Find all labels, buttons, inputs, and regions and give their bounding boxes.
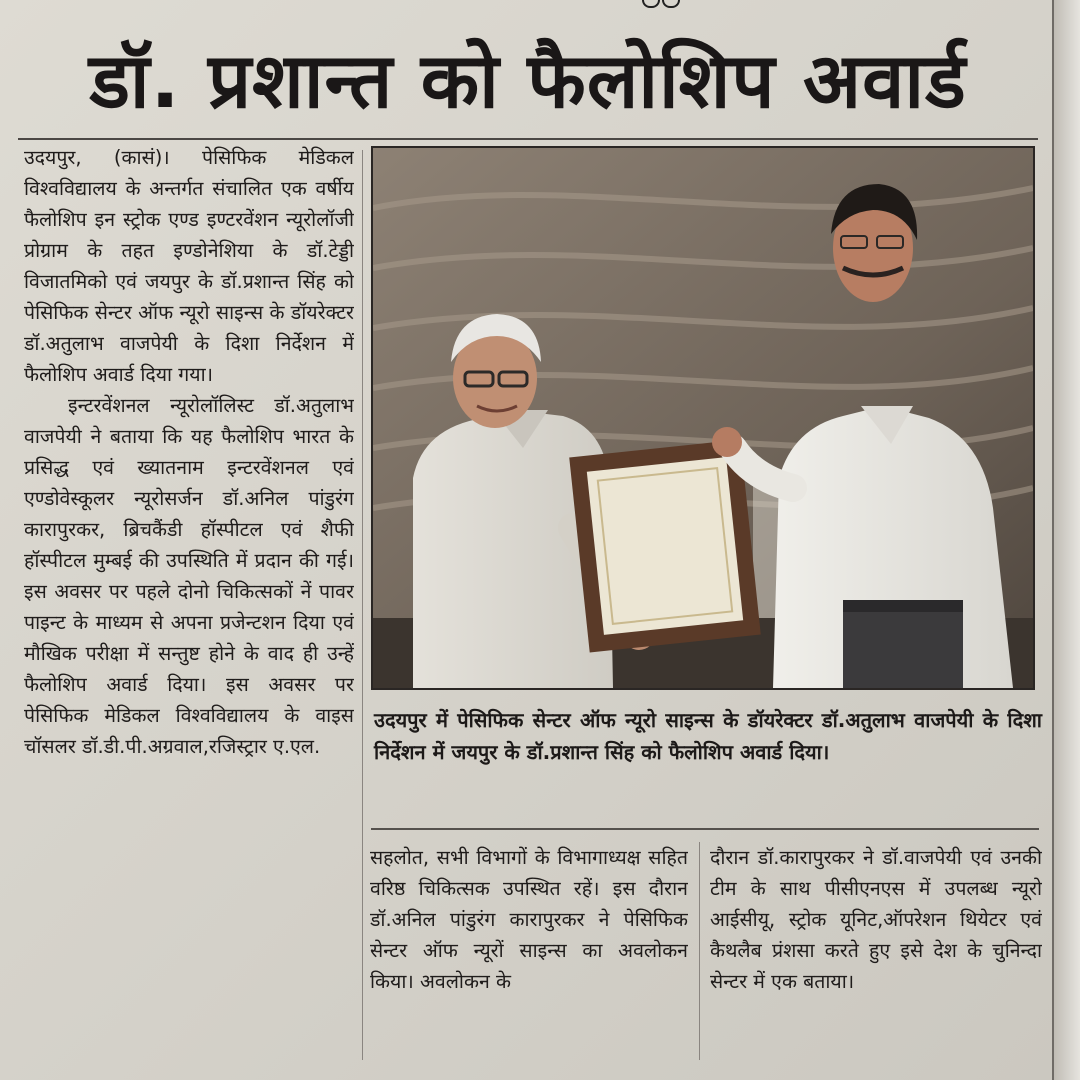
article-paragraph-1: उदयपुर, (कासं)। पेसिफिक मेडिकल विश्वविद्यालय के अन्तर्गत संचालित एक वर्षीय फैलोशिप इन स्ट्रोक एण्ड इण्टरवेंशन न्यूरोलॉजी प्रोग्राम के तहत इण्डोनेशिया के डॉ.टेड्डी विजातमिको एवं जयपुर के डॉ.प्रशान्त सिंह को पेसिफिक सेन्टर ऑफ न्यूरो साइन्स के डॉयरेक्टर डॉ.अतुलाभ वाजपेयी के दिशा निर्देशन में फैलोशिप अवार्ड दिया गया। [24,146,354,386]
certificate-frame [569,440,761,653]
cut-off-text-mark [640,0,680,8]
column-gutter-left [362,150,363,1060]
award-photo-illustration [373,148,1033,688]
headline-rule [18,138,1038,140]
article-column-middle: सहलोत, सभी विभागों के विभागाध्यक्ष सहित वरिष्ठ चिकित्सक उपस्थित रहें। इस दौरान डॉ.अनिल पांडुरंग कारापुरकर ने पेसिफिक सेन्टर ऑफ न्यूरों साइन्स का अवलोकन किया। अवलोकन के [370,846,688,993]
article-column-right: दौरान डॉ.कारापुरकर ने डॉ.वाजपेयी एवं उनकी टीम के साथ पीसीएनएस में उपलब्ध न्यूरो आईसीयू, स्ट्रोक यूनिट,ऑपरेशन थियेटर एवं कैथलैब प्रंशसा करते हुए इसे देश के चुनिन्दा सेन्टर में एक बताया। [710,846,1042,993]
photo-caption: उदयपुर में पेसिफिक सेन्टर ऑफ न्यूरो साइन्स के डॉयरेक्टर डॉ.अतुलाभ वाजपेयी के दिशा निर्देशन में जयपुर के डॉ.प्रशान्त सिंह को फैलोशिप अवार्ड दिया। [374,708,1042,764]
award-photo [371,146,1035,690]
right-column-rule [1052,0,1054,1080]
caption-rule [371,828,1039,830]
article-paragraph-2: इन्टरवेंशनल न्यूरोलॉलिस्ट डॉ.अतुलाभ वाजपेयी ने बताया कि यह फैलोशिप भारत के प्रसिद्ध एवं ख्यातनाम इन्टरवेंशनल एवं एण्डोवेस्कूलर न्यूरोसर्जन डॉ.अनिल पांडुरंग कारापुरकर, ब्रिचकैंडी हॉस्पीटल एवं शैफी हॉस्पीटल मुम्बई की उपस्थिति में प्रदान की गई। इस अवसर पर पहले दोनो चिकित्सकों नें पावर पाइन्ट के माध्यम से अपना प्रजेन्टशन दिया एवं मौखिक परीक्षा में सन्तुष्ट होने के वाद ही उन्हें फैलोशिप अवार्ड दिया। इस अवसर पर पेसिफिक मेडिकल विश्वविद्यालय के वाइस चॉसलर डॉ.डी.पी.अग्रवाल,रजिस्ट्रार ए.एल. [24,394,354,758]
column-gutter-right [699,842,700,1060]
headline: डॉ. प्रशान्त को फैलोशिप अवार्ड [89,36,967,125]
article-column-left [24,142,354,1062]
page-edge [1052,0,1080,1080]
